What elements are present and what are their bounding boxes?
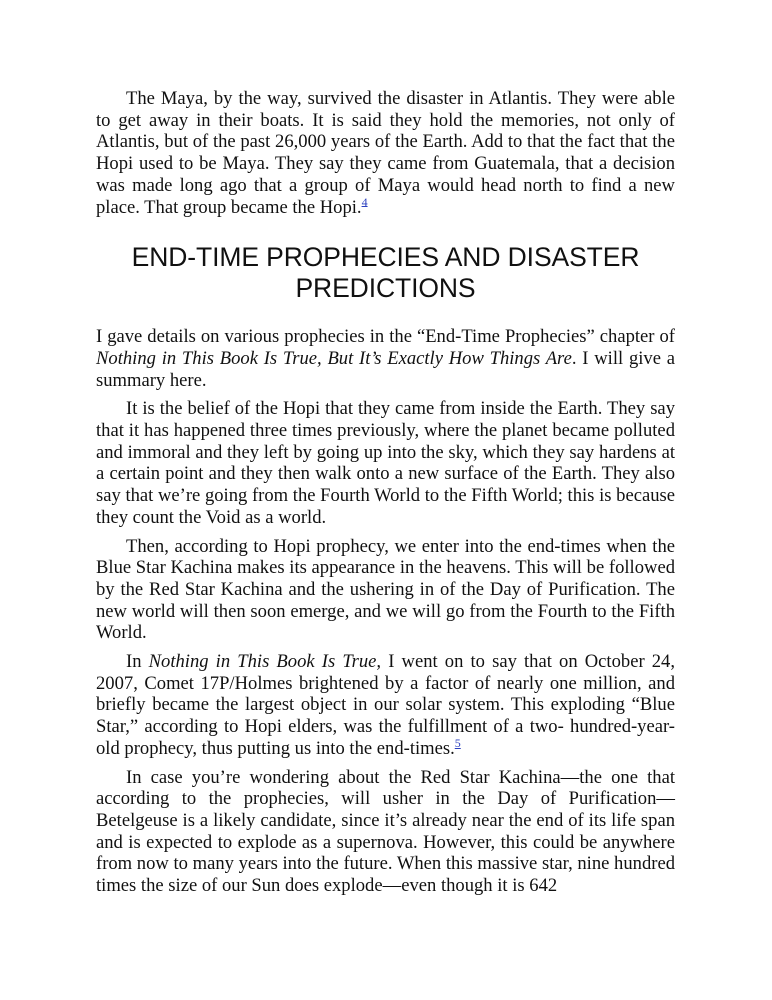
section-heading: [96, 242, 675, 304]
paragraph-text: In: [126, 651, 149, 673]
paragraph-text: In case you’re wondering about the Red Star Kachina—the one that according to the prophecies, will usher in the Day of Purification—Betelgeuse is a likely candidate, since it’s already near the end of its life span and is expected to explode as a supernova. However, this could be anywhere from now to many years into the future. When this massive star, nine hundred times the size of our Sun does explode—even though it is 642: [96, 766, 675, 897]
paragraph-comet-holmes: [96, 651, 675, 760]
book-page: [96, 88, 675, 904]
book-title: Nothing in This Book Is True, But It’s Exactly How Things Are: [96, 347, 572, 369]
book-title: Nothing in This Book Is True,: [148, 651, 382, 673]
paragraph-text: The Maya, by the way, survived the disaster in Atlantis. They were able to get away in their boats. It is said they hold the memories, not only of Atlantis, but of the past 26,000 years of the Earth. Add to that the fact that the Hopi used to be Maya. They say they came from Guatemala, that a decision was made long ago that a group of Maya would head north to find a new place. That group became the Hopi.: [96, 88, 675, 218]
paragraph-maya-atlantis: [96, 88, 675, 218]
section-heading-line1: END-TIME PROPHECIES AND DISASTER: [131, 242, 640, 273]
footnote-link-4[interactable]: 4: [361, 194, 368, 209]
paragraph-text: . I will give a summary here.: [96, 347, 675, 391]
paragraph-hopi-belief: [96, 398, 675, 528]
paragraph-hopi-prophecy: [96, 536, 675, 645]
paragraph-summary-intro: [96, 326, 675, 391]
paragraph-text: I gave details on various prophecies in the “End-Time Prophecies” chapter of: [96, 326, 675, 348]
section-heading-line2: PREDICTIONS: [295, 273, 476, 304]
paragraph-text: Then, according to Hopi prophecy, we enter into the end-times when the Blue Star Kachina makes its appearance in the heavens. This will be followed by the Red Star Kachina and the ushering in of the Day of Purification. The new world will then soon emerge, and we will go from the Fourth to the Fifth World.: [96, 535, 675, 644]
paragraph-red-star-kachina: [96, 767, 675, 897]
paragraph-text: It is the belief of the Hopi that they came from inside the Earth. They say that it has happened three times previously, where the planet became polluted and immoral and they left by going up into the sky, which they say hardens at a certain point and they then walk onto a new surface of the Earth. They also say that we’re going from the Fourth World to the Fifth World; this is because they count the Void as a world.: [96, 398, 675, 528]
paragraph-text: I went on to say that on October 24, 2007, Comet 17P/Holmes brightened by a factor of nearly one million, and briefly became the largest object in our solar system. This exploding “Blue Star,” according to Hopi elders, was the fulfillment of a two- hundred-year-old prophecy, thus putting us into the end-times.: [96, 651, 676, 759]
footnote-link-5[interactable]: 5: [454, 735, 461, 750]
